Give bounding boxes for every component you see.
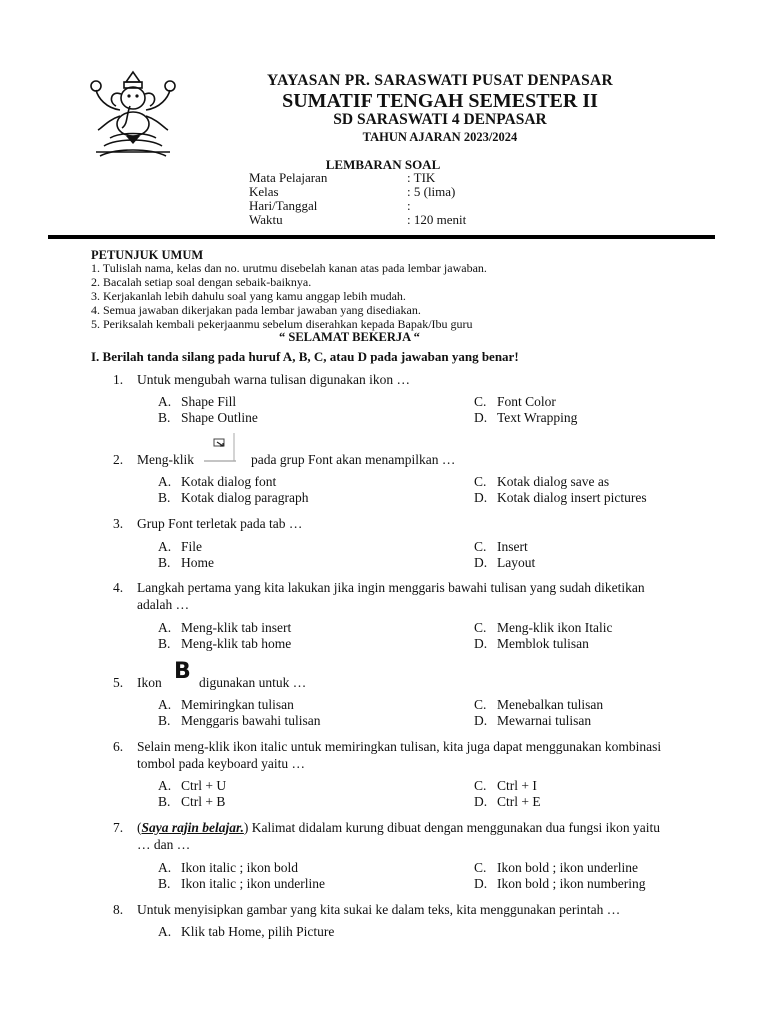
option[interactable] bbox=[158, 490, 308, 506]
option-letter: B. bbox=[158, 713, 171, 728]
option-letter: D. bbox=[474, 876, 488, 891]
option-text: Meng-klik ikon Italic bbox=[497, 620, 613, 635]
option-letter: C. bbox=[474, 860, 487, 875]
option-letter: C. bbox=[474, 620, 487, 635]
option-text: Kotak dialog save as bbox=[497, 474, 610, 489]
section-title: I. Berilah tanda silang pada huruf A, B, C, atau D pada jawaban yang benar! bbox=[91, 349, 519, 364]
option-letter: C. bbox=[474, 474, 487, 489]
option[interactable] bbox=[158, 924, 334, 940]
option[interactable] bbox=[474, 713, 591, 729]
paren-close: ) bbox=[243, 820, 249, 835]
header-divider bbox=[48, 235, 715, 239]
option-text: Ikon italic ; ikon bold bbox=[181, 860, 298, 875]
instruction-item: 2. Bacalah setiap soal dengan sebaik-baiknya. bbox=[91, 275, 312, 289]
option-letter: A. bbox=[158, 778, 172, 793]
option-text: Kotak dialog insert pictures bbox=[497, 490, 647, 505]
option-letter: B. bbox=[158, 636, 171, 651]
option[interactable] bbox=[158, 636, 291, 652]
question-number: 3. bbox=[113, 516, 124, 531]
question-text: Untuk menyisipkan gambar yang kita sukai ke dalam teks, kita menggunakan perintah … bbox=[137, 902, 621, 917]
question-text: Meng-klik bbox=[137, 452, 194, 467]
bold-icon: B bbox=[174, 659, 191, 684]
question-number: 6. bbox=[113, 739, 124, 754]
option[interactable] bbox=[158, 778, 226, 794]
question-number: 8. bbox=[113, 902, 124, 917]
option-text: Menebalkan tulisan bbox=[497, 697, 604, 712]
option-letter: D. bbox=[474, 636, 488, 651]
school-name: SD SARASWATI 4 DENPASAR bbox=[333, 111, 547, 128]
option[interactable] bbox=[158, 555, 214, 571]
sheet-title: LEMBARAN SOAL bbox=[325, 157, 441, 172]
question-number: 7. bbox=[113, 820, 124, 835]
option-letter: A. bbox=[158, 394, 172, 409]
meta-value: : 120 menit bbox=[407, 212, 467, 227]
question-text: Grup Font terletak pada tab … bbox=[137, 516, 303, 531]
meta-value: : bbox=[407, 198, 411, 213]
option-letter: C. bbox=[474, 778, 487, 793]
option-letter: D. bbox=[474, 410, 488, 425]
option[interactable] bbox=[158, 539, 202, 555]
school-logo bbox=[86, 68, 180, 160]
foundation-name: YAYASAN PR. SARASWATI PUSAT DENPASAR bbox=[267, 72, 613, 89]
question-text: Langkah pertama yang kita lakukan jika ingin menggaris bawahi tulisan yang sudah diketikan adalah … bbox=[137, 580, 645, 612]
option[interactable] bbox=[474, 860, 638, 876]
option[interactable] bbox=[158, 876, 325, 892]
option[interactable] bbox=[158, 713, 320, 729]
option-text: Ikon italic ; ikon underline bbox=[181, 876, 325, 891]
option-text: Ctrl + U bbox=[181, 778, 227, 793]
option[interactable] bbox=[474, 620, 612, 636]
meta-value: : 5 (lima) bbox=[407, 184, 456, 199]
instruction-item: 5. Periksalah kembali pekerjaanmu sebelum diserahkan kepada Bapak/Ibu guru bbox=[91, 317, 473, 331]
option[interactable] bbox=[474, 778, 537, 794]
question-number: 4. bbox=[113, 580, 124, 595]
option-text: File bbox=[181, 539, 203, 554]
option-letter: D. bbox=[474, 490, 488, 505]
option-text: Meng-klik tab home bbox=[181, 636, 292, 651]
option[interactable] bbox=[474, 697, 603, 713]
option-text: Menggaris bawahi tulisan bbox=[181, 713, 321, 728]
option[interactable] bbox=[474, 490, 647, 506]
option-text: Mewarnai tulisan bbox=[497, 713, 592, 728]
option-text: Klik tab Home, pilih Picture bbox=[181, 924, 335, 939]
option-text: Text Wrapping bbox=[497, 410, 578, 425]
option-text: Ctrl + E bbox=[497, 794, 541, 809]
option[interactable] bbox=[474, 636, 589, 652]
instruction-item: 3. Kerjakanlah lebih dahulu soal yang kamu anggap lebih mudah. bbox=[91, 289, 406, 303]
option-text: Kotak dialog paragraph bbox=[181, 490, 309, 505]
meta-label: Kelas bbox=[249, 184, 279, 199]
option-text: Kotak dialog font bbox=[181, 474, 277, 489]
option[interactable] bbox=[474, 876, 646, 892]
option-letter: B. bbox=[158, 794, 171, 809]
option-text: Ikon bold ; ikon numbering bbox=[497, 876, 646, 891]
option-text: Shape Outline bbox=[181, 410, 258, 425]
option-letter: B. bbox=[158, 490, 171, 505]
option-text: Memblok tulisan bbox=[497, 636, 589, 651]
question-number: 2. bbox=[113, 452, 124, 467]
question-text: pada grup Font akan menampilkan … bbox=[251, 452, 456, 467]
option-text: Home bbox=[181, 555, 214, 570]
option[interactable] bbox=[474, 555, 535, 571]
option-text: Ikon bold ; ikon underline bbox=[497, 860, 638, 875]
option-letter: A. bbox=[158, 539, 172, 554]
option-letter: C. bbox=[474, 394, 487, 409]
question-number: 1. bbox=[113, 372, 124, 387]
instructions-title: PETUNJUK UMUM bbox=[91, 248, 204, 262]
option[interactable] bbox=[158, 474, 276, 490]
option-text: Memiringkan tulisan bbox=[181, 697, 294, 712]
meta-label: Mata Pelajaran bbox=[249, 170, 328, 185]
instruction-item: 1. Tulislah nama, kelas dan no. urutmu disebelah kanan atas pada lembar jawaban. bbox=[91, 261, 487, 275]
option-text: Shape Fill bbox=[181, 394, 237, 409]
option-text: Ctrl + I bbox=[497, 778, 537, 793]
option[interactable] bbox=[158, 410, 258, 426]
meta-label: Waktu bbox=[249, 212, 283, 227]
option-letter: D. bbox=[474, 794, 488, 809]
option[interactable] bbox=[474, 410, 577, 426]
question-text-rest: Kalimat didalam kurung dibuat dengan menggunakan dua fungsi ikon yaitu … dan … bbox=[137, 820, 661, 852]
option[interactable] bbox=[474, 474, 609, 490]
option[interactable] bbox=[158, 794, 225, 810]
dialog-launcher-icon bbox=[204, 433, 236, 463]
option-letter: C. bbox=[474, 539, 487, 554]
option-letter: D. bbox=[474, 713, 488, 728]
option-letter: C. bbox=[474, 697, 487, 712]
option[interactable] bbox=[474, 794, 541, 810]
styled-example-text: Saya rajin belajar. bbox=[141, 820, 244, 835]
paren-open: ( bbox=[137, 820, 142, 835]
option[interactable] bbox=[474, 394, 556, 410]
option-letter: A. bbox=[158, 860, 172, 875]
instruction-item: 4. Semua jawaban dikerjakan pada lembar jawaban yang disediakan. bbox=[91, 303, 421, 317]
option-letter: D. bbox=[474, 555, 488, 570]
option[interactable] bbox=[158, 697, 294, 713]
option[interactable] bbox=[158, 860, 298, 876]
question-text: digunakan untuk … bbox=[199, 675, 307, 690]
question-text: Ikon bbox=[137, 675, 162, 690]
option[interactable] bbox=[158, 394, 236, 410]
option-letter: A. bbox=[158, 620, 172, 635]
option-text: Layout bbox=[497, 555, 536, 570]
question-number: 5. bbox=[113, 675, 124, 690]
question-text: Selain meng-klik ikon italic untuk memiringkan tulisan, kita juga dapat menggunakan kombinasi tombol pada keyboard yaitu … bbox=[137, 739, 662, 771]
greeting: “ SELAMAT BEKERJA “ bbox=[279, 330, 420, 344]
meta-label: Hari/Tanggal bbox=[249, 198, 318, 213]
exam-title: SUMATIF TENGAH SEMESTER II bbox=[282, 90, 598, 112]
option-letter: B. bbox=[158, 876, 171, 891]
question-text bbox=[137, 819, 665, 853]
option-text: Ctrl + B bbox=[181, 794, 226, 809]
option-letter: B. bbox=[158, 555, 171, 570]
academic-year: TAHUN AJARAN 2023/2024 bbox=[362, 130, 518, 144]
meta-value: : TIK bbox=[407, 170, 436, 185]
option-text: Font Color bbox=[497, 394, 556, 409]
option-text: Insert bbox=[497, 539, 528, 554]
option-letter: A. bbox=[158, 474, 172, 489]
option-text: Meng-klik tab insert bbox=[181, 620, 292, 635]
question-text: Untuk mengubah warna tulisan digunakan ikon … bbox=[137, 372, 410, 387]
option-letter: A. bbox=[158, 697, 172, 712]
option-letter: B. bbox=[158, 410, 171, 425]
option[interactable] bbox=[158, 620, 291, 636]
option[interactable] bbox=[474, 539, 528, 555]
option-letter: A. bbox=[158, 924, 172, 939]
